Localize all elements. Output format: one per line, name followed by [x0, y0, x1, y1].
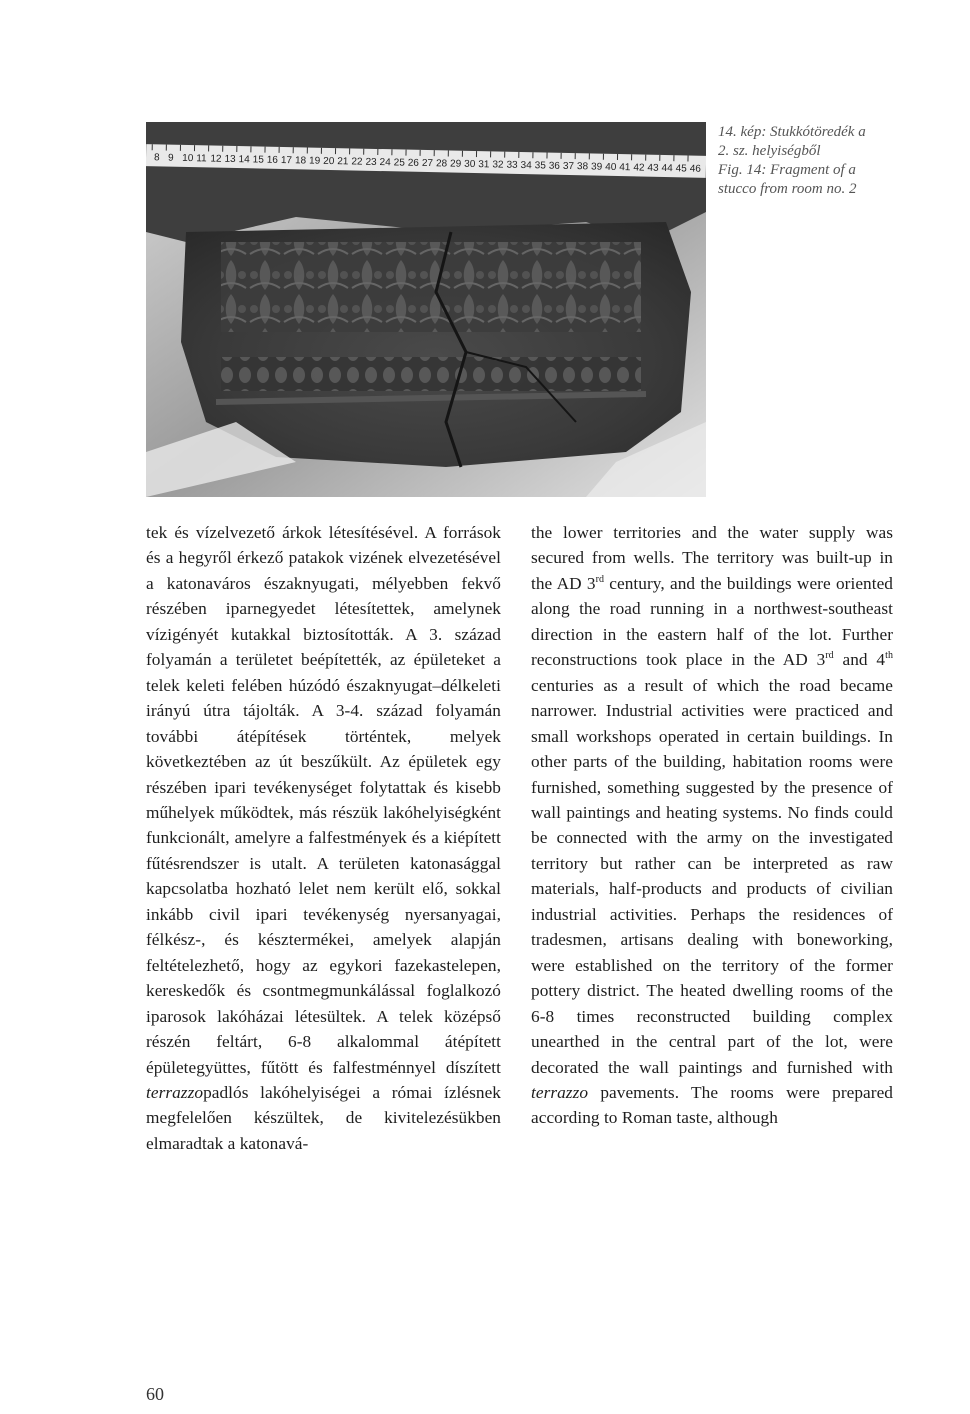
- ruler-number: 19: [308, 155, 321, 167]
- hungarian-text: tek és vízelvezető árkok létesítésével. A források és a hegyről érkező patakok vizének elvezetésével a katonaváros északnyugati, mélyebben fekvő részében iparnegyedet létesítettek, amelynek vízigényét kutakkal biztosították. A 3. század folyamán a területet beépítették, az épületeket a telek keleti felében húzódó északnyugat–délkeleti irányú útra tájolták. A 3-4. század folyamán további átépítések történtek, melyek következtében az út beszűkült. Az épületek egy részében ipari tevékenységet folytattak és kisebb műhelyek működtek, más részük lakóhelyiségként funkcionált, amelyre a falfestmények és a kiépített fűtésrendszer is utalt. A területen katonasággal kapcsolatba hozható lelet nem került elő, sokkal inkább civil ipari tevékenység nyersanyagai, félkész-, és késztermékei, amelyek alapján feltételezhető, hogy az egykori fazekastelepen, kereskedők és csontmegmunkálással foglalkozó iparosok lakóházai létesültek. A telek középső részén feltárt, 6-8 alkalommal átépített épületegyüttes, fűtött és falfestménnyel díszített: [146, 523, 501, 1077]
- figure-caption: [718, 123, 918, 199]
- ruler-number: 12: [210, 153, 222, 165]
- bead-molding: [221, 357, 641, 391]
- ruler-number: 11: [196, 153, 207, 165]
- ruler-number: 24: [379, 157, 391, 169]
- ruler-number: 28: [435, 158, 448, 170]
- ruler-number: 16: [266, 154, 279, 166]
- ruler-number: 46: [689, 163, 702, 175]
- ruler-number: 31: [478, 159, 490, 171]
- caption-hu-line-2: 2. sz. helyiségből: [718, 143, 821, 159]
- ruler-number: 20: [323, 155, 335, 168]
- ruler-number: 32: [492, 159, 504, 171]
- ruler-number: 14: [238, 154, 250, 166]
- ruler-number: 30: [464, 158, 476, 171]
- ruler-number: 18: [294, 155, 307, 167]
- superscript: th: [885, 650, 893, 662]
- stucco-fragment-image: [146, 122, 706, 497]
- ruler-number: 39: [590, 161, 603, 173]
- ruler-number: 34: [520, 159, 532, 172]
- superscript: rd: [595, 574, 605, 586]
- ruler-number: 15: [252, 154, 264, 166]
- ruler-number: 13: [224, 153, 236, 166]
- hungarian-text-column: [146, 520, 501, 1156]
- ruler-number: 10: [182, 152, 194, 165]
- ruler-number: 21: [337, 156, 349, 168]
- ruler-number: 25: [393, 157, 405, 169]
- ruler-number: 42: [633, 162, 645, 174]
- ruler-number: 36: [548, 160, 561, 172]
- ruler-number: 8: [153, 152, 160, 164]
- english-text-2: century, and the buildings were oriented along the road running in a northwest-southeast direction in the eastern half of the lot. Further reconstructions took place in the AD 3: [531, 573, 893, 670]
- english-text-4: centuries as a result of which the road became narrower. Industrial activities were practiced and small workshops operated in certain buildings. In other parts of the building, habitation rooms were furnished, something suggested by the presence of wall paintings and heating systems. No finds could be connected with the army on the investigated territory but rather can be interpreted as raw materials, half-products and products of civilian industrial activities. Perhaps the residences of tradesmen, artisans dealing with boneworking, were established on the territory of the former pottery district. The heated dwelling rooms of the 6-8 times reconstructed building complex unearthed in the central part of the lot, were decorated the wall paintings and furnished with: [531, 675, 893, 1077]
- caption-en-line-2: stucco from room no. 2: [718, 181, 857, 197]
- stucco-fragment-photo: [146, 122, 706, 497]
- ruler-number: 23: [365, 156, 377, 168]
- italic-term: terrazzo: [531, 1082, 589, 1102]
- caption-en-line-1: Fig. 14: Fragment of a: [718, 162, 856, 178]
- italic-term: terrazzo: [146, 1082, 204, 1102]
- english-text-5: pavements. The rooms were prepared according to Roman taste, although: [531, 1082, 893, 1128]
- ruler-number: 27: [421, 157, 434, 170]
- superscript: rd: [825, 650, 834, 662]
- ornament-frieze: [221, 242, 641, 332]
- ruler-number: 17: [280, 154, 293, 167]
- english-text-3: and 4: [833, 650, 886, 670]
- hungarian-paragraph: [146, 520, 501, 1156]
- ruler-number: 43: [647, 162, 659, 174]
- hungarian-text-end: padlós lakóhelyiségei a római ízlésnek megfelelően készültek, de kivitelezésükben elmaradtak a katonavá-: [146, 1082, 501, 1153]
- ruler-number: 41: [619, 162, 631, 174]
- caption-hu-line-1: 14. kép: Stukkótöredék a: [718, 124, 866, 140]
- ruler-number: 9: [167, 152, 174, 164]
- ruler-number: 38: [576, 161, 589, 173]
- ruler-number: 37: [562, 160, 575, 173]
- ruler-number: 45: [675, 163, 687, 175]
- ruler-number: 26: [407, 157, 420, 169]
- ruler-number: 29: [449, 158, 462, 170]
- ruler-number: 44: [661, 162, 673, 175]
- page-number: 60: [146, 1384, 164, 1404]
- ruler-number: 22: [351, 156, 363, 168]
- ruler-number: 33: [506, 159, 518, 171]
- english-text-1: the lower territories and the water supply was secured from wells. The territory was built-up in the AD 3: [531, 523, 893, 593]
- ruler-number: 40: [605, 161, 617, 173]
- ruler-number: 35: [534, 160, 546, 172]
- english-paragraph: [531, 520, 893, 1131]
- english-text-column: [531, 520, 893, 1131]
